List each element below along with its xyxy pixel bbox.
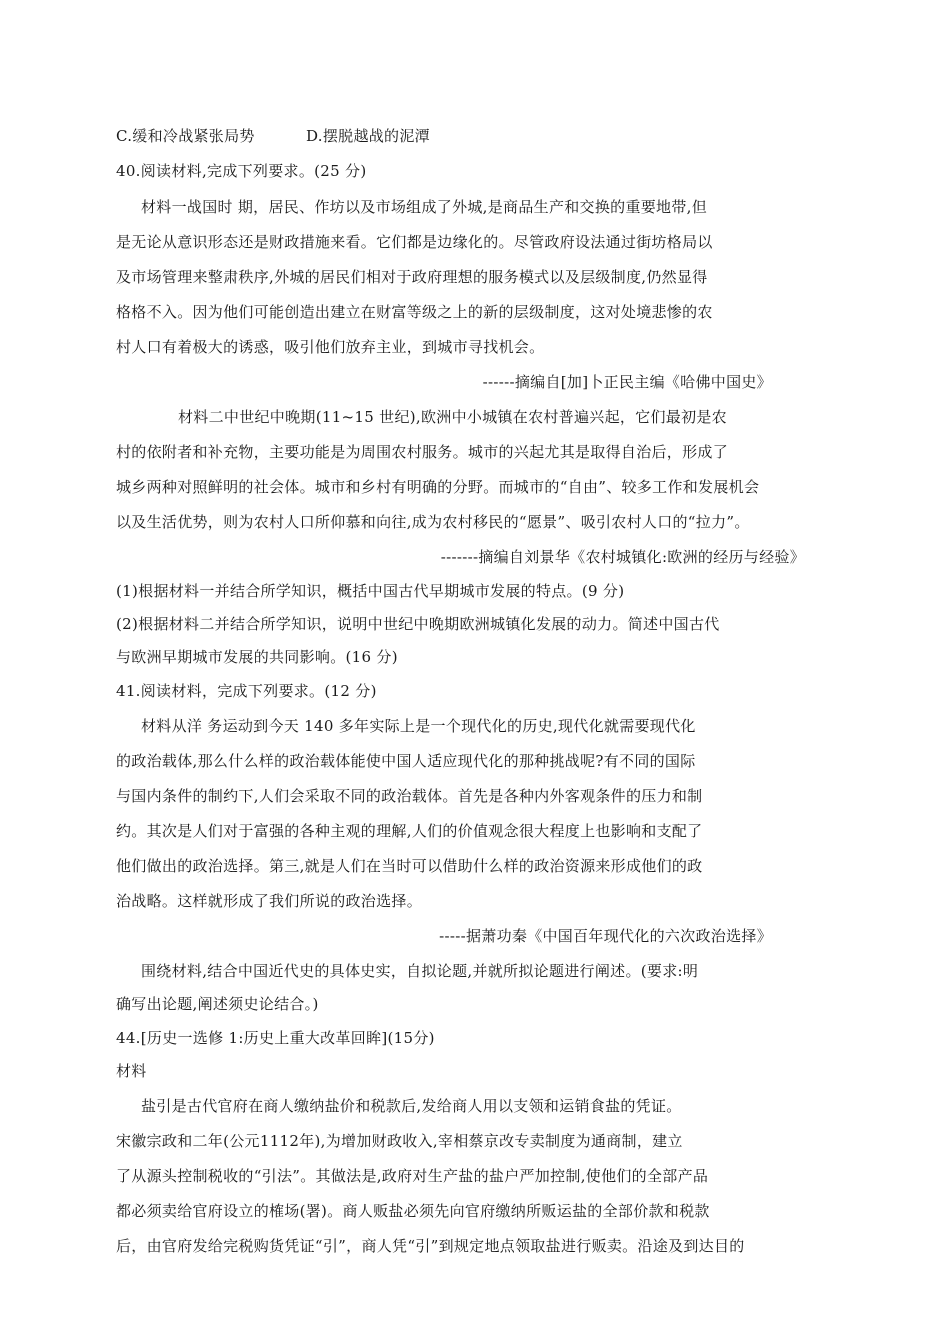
q44-material-line: 后，由官府发给完税购货凭证“引”，商人凭“引”到规定地点领取盐进行贩卖。沿途及到达目的 (116, 1237, 745, 1255)
q40-source1: ------摘编自[加]卜正民主编《哈佛中国史》 (482, 373, 772, 391)
q40-question2-line: (2)根据材料二并结合所学知识，说明中世纪中晚期欧洲城镇化发展的动力。简述中国古代 (116, 615, 720, 633)
q40-material1-line: 材料一战国时 期，居民、作坊以及市场组成了外城,是商品生产和交换的重要地带,但 (141, 198, 708, 216)
q44-material-line: 宋徽宗政和二年(公元1112年),为增加财政收入,宰相蔡京改专卖制度为通商制，建立 (116, 1132, 683, 1150)
q40-material2-line: 以及生活优势，则为农村人口所仰慕和向往,成为农村移民的“愿景”、吸引农村人口的“拉力”。 (116, 513, 750, 531)
q40-question2-line: 与欧洲早期城市发展的共同影响。(16 分) (116, 648, 398, 666)
q40-material1-line: 及市场管理来整肃秩序,外城的居民们相对于政府理想的服务模式以及层级制度,仍然显得 (116, 268, 708, 286)
q41-material-line: 的政治载体,那么什么样的政治载体能使中国人适应现代化的那种挑战呢?有不同的国际 (116, 752, 696, 770)
q44-material-line: 盐引是古代官府在商人缴纳盐价和税款后,发给商人用以支领和运销食盐的凭证。 (141, 1097, 682, 1115)
option-d: D.摆脱越战的泥潭 (306, 127, 430, 145)
q40-material1-line: 村人口有着极大的诱惑，吸引他们放弃主业，到城市寻找机会。 (116, 338, 545, 356)
q40-source2: -------摘编自刘景华《农村城镇化:欧洲的经历与经验》 (440, 548, 805, 566)
q41-material-line: 与国内条件的制约下,人们会采取不同的政治载体。首先是各种内外客观条件的压力和制 (116, 787, 703, 805)
q40-material2-line: 村的依附者和补充物，主要功能是为周围农村服务。城市的兴起尤其是取得自治后，形成了 (116, 443, 729, 461)
q41-material-line: 材料从洋 务运动到今天 140 多年实际上是一个现代化的历史,现代化就需要现代化 (141, 717, 696, 735)
q41-header: 41.阅读材料，完成下列要求。(12 分) (116, 682, 377, 700)
q40-header: 40.阅读材料,完成下列要求。(25 分) (116, 162, 367, 180)
q40-material1-line: 格格不入。因为他们可能创造出建立在财富等级之上的新的层级制度，这对处境悲惨的农 (116, 303, 713, 321)
q41-task-line: 围绕材料,结合中国近代史的具体史实，自拟论题,并就所拟论题进行阐述。(要求:明 (141, 962, 699, 980)
q41-source: -----据萧功秦《中国百年现代化的六次政治选择》 (439, 927, 772, 945)
q41-task-line: 确写出论题,阐述须史论结合。) (116, 995, 319, 1013)
q40-material1-line: 是无论从意识形态还是财政措施来看。它们都是边缘化的。尽管政府设法通过街坊格局以 (116, 233, 713, 251)
q40-material2-line: 材料二中世纪中晚期(11~15 世纪),欧洲中小城镇在农村普遍兴起，它们最初是农 (178, 408, 727, 426)
q44-header: 44.[历史一选修 1:历史上重大改革回眸](15分) (116, 1029, 435, 1047)
option-c: C.缓和冷战紧张局势 (116, 127, 255, 145)
q40-material2-line: 城乡两种对照鲜明的社会体。城市和乡村有明确的分野。而城市的“自由”、较多工作和发展机会 (116, 478, 760, 496)
q44-material-label: 材料 (116, 1062, 147, 1080)
q44-material-line: 都必须卖给官府设立的榷场(署)。商人贩盐必须先向官府缴纳所贩运盐的全部价款和税款 (116, 1202, 710, 1220)
q41-material-line: 治战略。这样就形成了我们所说的政治选择。 (116, 892, 423, 910)
q40-question1: (1)根据材料一并结合所学知识，概括中国古代早期城市发展的特点。(9 分) (116, 582, 625, 600)
q41-material-line: 他们做出的政治选择。第三,就是人们在当时可以借助什么样的政治资源来形成他们的政 (116, 857, 703, 875)
q41-material-line: 约。其次是人们对于富强的各种主观的理解,人们的价值观念很大程度上也影响和支配了 (116, 822, 703, 840)
q44-material-line: 了从源头控制税收的“引法”。其做法是,政府对生产盐的盐户严加控制,使他们的全部产品 (116, 1167, 709, 1185)
